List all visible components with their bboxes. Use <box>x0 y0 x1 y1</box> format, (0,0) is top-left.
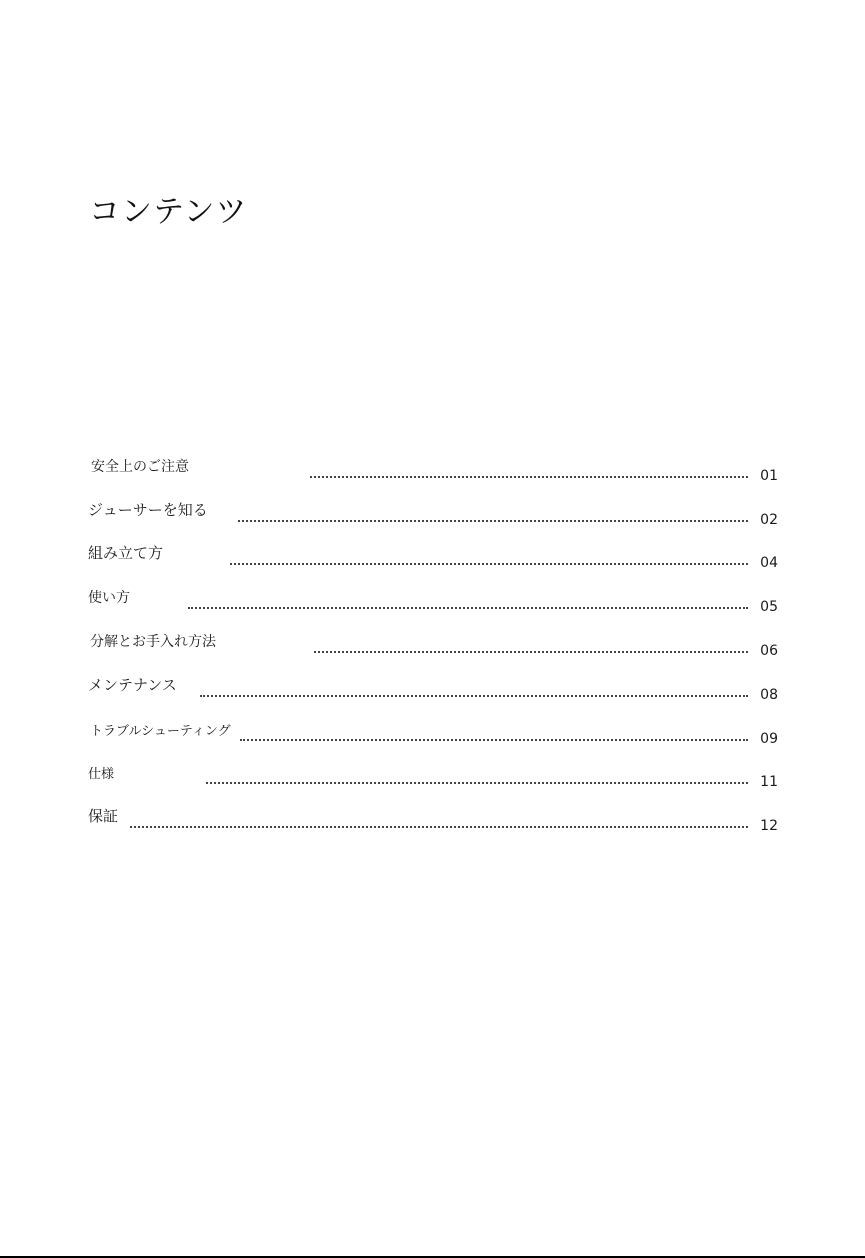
toc-page-number: 04 <box>760 555 778 571</box>
toc-page-number: 09 <box>760 731 778 747</box>
toc-page-number: 02 <box>760 512 778 528</box>
toc-page-number: 08 <box>760 687 778 703</box>
toc-dot-leader <box>230 563 748 565</box>
toc-entry-know-juicer[interactable] <box>88 501 778 528</box>
toc-page-number: 01 <box>760 468 778 484</box>
toc-entry-maintenance[interactable] <box>88 676 778 703</box>
toc-dot-leader <box>188 607 748 609</box>
toc-entry-label: 組み立て方 <box>88 544 164 562</box>
toc-entry-warranty[interactable] <box>88 807 778 834</box>
page-title: コンテンツ <box>89 194 248 230</box>
toc-dot-leader <box>238 520 748 522</box>
toc-entry-label: トラブルシューティング <box>90 720 233 739</box>
toc-page-number: 05 <box>760 599 778 615</box>
toc-entry-specifications[interactable] <box>88 764 778 790</box>
toc-entry-label: ジューサーを知る <box>88 501 208 519</box>
toc-entry-label: 保証 <box>88 807 119 825</box>
toc-entry-disassembly-care[interactable] <box>88 633 778 659</box>
toc-dot-leader <box>130 826 748 828</box>
toc-entry-label: 仕様 <box>88 763 116 782</box>
toc-dot-leader <box>240 739 748 741</box>
toc-dot-leader <box>206 782 748 784</box>
toc-entry-label: メンテナンス <box>88 676 177 694</box>
toc-entry-troubleshooting[interactable] <box>88 721 778 747</box>
toc-page-number: 11 <box>760 774 778 790</box>
toc-page-number: 12 <box>760 818 778 834</box>
toc-entry-label: 安全上のご注意 <box>91 456 191 476</box>
toc-entry-safety[interactable] <box>88 458 778 484</box>
toc-page-number: 06 <box>760 643 778 659</box>
toc-entry-label: 分解とお手入れ方法 <box>90 631 218 651</box>
toc-dot-leader <box>310 476 748 478</box>
toc-entry-usage[interactable] <box>88 589 778 615</box>
toc-entry-label: 使い方 <box>88 587 132 607</box>
toc-dot-leader <box>200 695 748 697</box>
toc-entry-assembly[interactable] <box>88 544 778 571</box>
toc-dot-leader <box>314 651 748 653</box>
